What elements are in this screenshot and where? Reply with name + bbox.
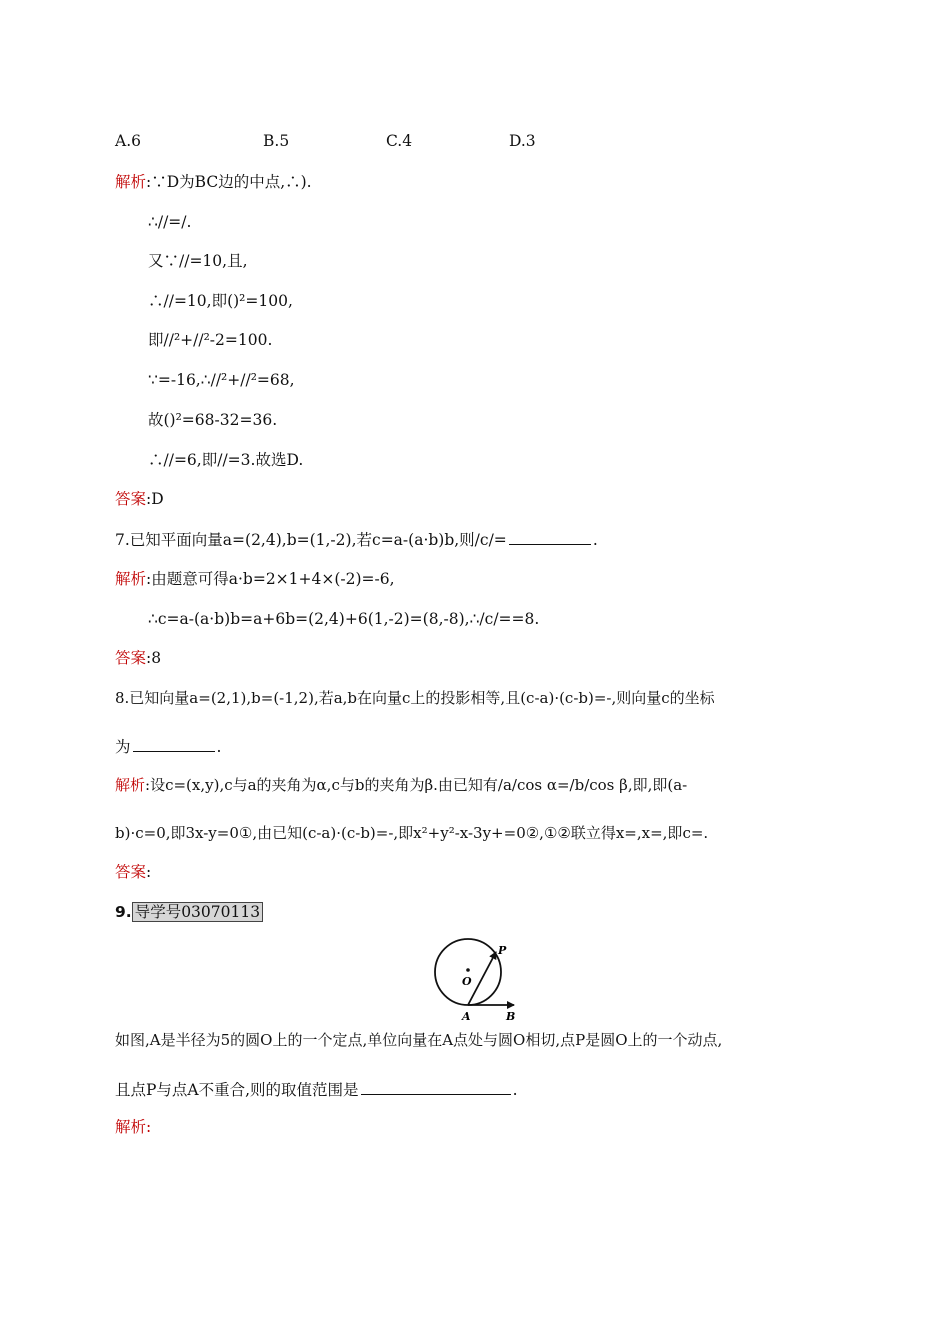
q8-analysis-line-1: b)·c=0,即3x-y=0①,由已知(c-a)·(c-b)=-,即x²+y²-x-3y+=0②,①②联立得x=,x=,即c=. <box>115 824 709 842</box>
q6-analysis-line-7: ∴//=6,即//=3.故选D. <box>148 451 304 469</box>
option-c: C.4 <box>386 132 413 150</box>
q6-analysis-line-3: ∴//=10,即()²=100, <box>148 292 293 310</box>
q6-analysis-line-1: ∴//=/. <box>148 213 192 231</box>
q7-analysis-line-1: ∴c=a-(a·b)b=a+6b=(2,4)+6(1,-2)=(8,-8),∴/c/==8. <box>148 610 540 628</box>
option-b: B.5 <box>263 132 290 150</box>
analysis-label: 解析 <box>115 570 147 588</box>
q9-header <box>115 902 263 922</box>
q8-answer-blank[interactable] <box>133 736 215 752</box>
q9-number: 9. <box>115 903 132 921</box>
q6-analysis-line-0: 解析:∵D为BC边的中点,∴). <box>115 173 312 191</box>
q7-stem: 7.已知平面向量a=(2,4),b=(1,-2),若c=a-(a·b)b,则/c/= . <box>115 531 598 549</box>
answer-label: 答案 <box>115 863 147 881</box>
q6-analysis-line-5: ∵=-16,∴//²+//²=68, <box>148 371 295 389</box>
label-a: A <box>462 1010 471 1023</box>
q7-answer: 答案:8 <box>115 649 162 667</box>
label-p: P <box>498 944 507 957</box>
q6-analysis-line-6: 故()²=68-32=36. <box>148 411 278 429</box>
q9-stem-line-1: 如图,A是半径为5的圆O上的一个定点,单位向量在A点处与圆O相切,点P是圆O上的一个动点, <box>115 1031 723 1049</box>
center-point <box>466 968 470 972</box>
vector-ap <box>468 952 496 1005</box>
q7-analysis-line-0: 解析:由题意可得a·b=2×1+4×(-2)=-6, <box>115 570 395 588</box>
q9-analysis: 解析: <box>115 1118 152 1136</box>
answer-label: 答案 <box>115 649 147 667</box>
label-o: O <box>462 975 472 988</box>
analysis-label: 解析 <box>115 776 146 794</box>
q6-analysis-line-4: 即//²+//²-2=100. <box>148 331 273 349</box>
option-a: A.6 <box>115 132 141 150</box>
q6-answer: 答案:D <box>115 490 164 508</box>
option-d: D.3 <box>509 132 536 150</box>
q6-analysis-line-2: 又∵//=10,且, <box>148 252 248 270</box>
label-b: B <box>506 1010 516 1023</box>
circle-o <box>435 939 501 1005</box>
q9-stem-line-2: 且点P与点A不重合,则的取值范围是 . <box>115 1081 518 1099</box>
analysis-label: 解析 <box>115 173 147 191</box>
q7-answer-blank[interactable] <box>509 529 591 545</box>
q9-circle-figure <box>428 932 522 1024</box>
q8-stem-line-1: 8.已知向量a=(2,1),b=(-1,2),若a,b在向量c上的投影相等,且(c-a)·(c-b)=-,则向量c的坐标 <box>115 689 715 707</box>
answer-label: 答案 <box>115 490 147 508</box>
q8-stem-line-2: 为 . <box>115 738 222 756</box>
analysis-label: 解析 <box>115 1118 147 1136</box>
q8-analysis-line-0: 解析:设c=(x,y),c与a的夹角为α,c与b的夹角为β.由已知有/a/cos α=/b/cos β,即,即(a- <box>115 776 688 794</box>
q9-tag[interactable]: 导学号03070113 <box>132 902 263 922</box>
q9-answer-blank[interactable] <box>361 1079 511 1095</box>
q8-answer: 答案: <box>115 863 152 881</box>
